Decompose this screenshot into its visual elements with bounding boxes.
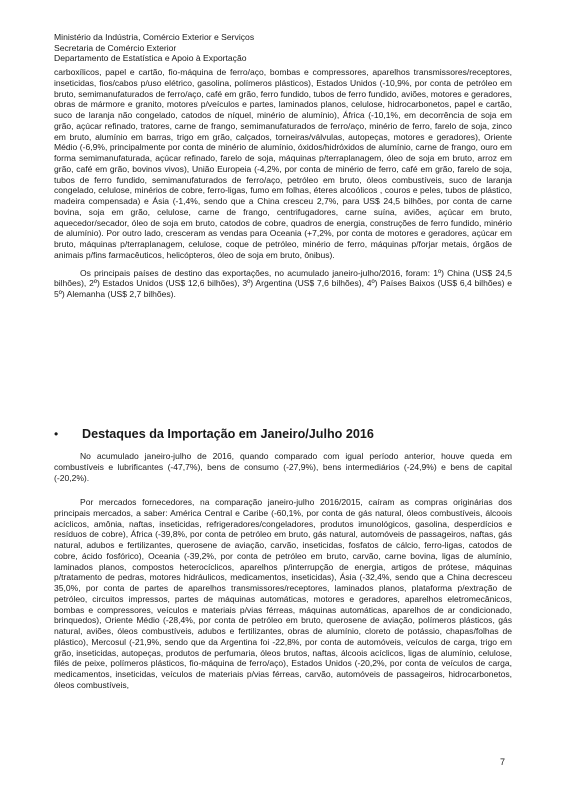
header-ministry: Ministério da Indústria, Comércio Exterior e Serviços: [54, 32, 255, 42]
page-number: 7: [500, 757, 506, 767]
import-suppliers-paragraph: Por mercados fornecedores, na comparação janeiro-julho 2016/2015, caíram as compras originárias dos principais mercados, a saber: América Central e Caribe (-60,1%, por conta de gás natural, óleos combustíveis, álcoois acíclicos, amônia, naftas, inseticidas, refrigeradores/congeladores, produtos imunológicos, gasolina, desperdícios e resíduos de cobre), África (-39,8%, por conta de petróleo em bruto, gás natural, automóveis de passageiros, naftas, gás natural, adubos e fertilizantes, querosene de aviação, carvão, inseticidas, fosfatos de cálcio, ferro-ligas, catodos de cobre, ácido fosfórico), Oceania (-39,2%, por conta de petróleo em bruto, carvão, carne bovina, ligas de alumínio, laminados planos, compostos heterocíclicos, aparelhos p/interrupção de energia, artigos de prótese, máquinas p/tratamento de pedras, motores hidráulicos, medicamentos, inseticidas), Ásia (-32,4%, sendo que a China decresceu 35,0%, por conta de partes de aparelhos transmissores/receptores, laminados planos, plataforma p/extração de petróleo, circuitos impressos, partes de máquinas automáticas, motores e geradores, aparelhos eletromecânicos, bombas e compressores, veículos e materiais p/vias férreas, máquinas automáticas, aparelhos de ar condicionado, brinquedos), Oriente Médio (-28,4%, por conta de petróleo em bruto, querosene de aviação, polímeros plásticos, gás natural, aviões, óleos combustíveis, adubos e fertilizantes, obras de alumínio, cloreto de potássio, chapas/folhas de plástico), Mercosul (-21,9%, sendo que da Argentina foi -22,8%, por conta de automóveis, veículos de carga, trigo em grão, inseticidas, autopeças, produtos de perfumaria, óleos brutos, naftas, álcoois acíclicos, ligas de alumínio, celulose, filés de peixe, polímeros plásticos, fio-máquina de ferro/aço), Estados Unidos (-20,2%, por conta de veículos de carga, medicamentos, inseticidas, veículos de materiais p/vias férreas, carvão, automóveis de passageiros, hidrocarbonetos, óleos combustíveis,: [54, 497, 512, 690]
header-secretariat: Secretaria de Comércio Exterior: [54, 42, 177, 53]
import-suppliers: [54, 497, 512, 691]
import-summary-paragraph: No acumulado janeiro-julho de 2016, quando comparado com igual período anterior, houve queda em combustíveis e lubrificantes (-47,7%), bens de consumo (-27,9%), bens intermediários (-24,9%) e bens de capital (-20,2%).: [54, 451, 512, 483]
export-destinations-paragraph: Os principais países de destino das exportações, no acumulado janeiro-julho/2016, foram: 1º) China (US$ 24,5 bilhões), 2º) Estados Unidos (US$ 12,6 bilhões), 3º) Argentina (US$ 7,6 bilhões), 4º) Países Baixos (US$ 6,4 bilhões) e 5º) Alemanha (US$ 2,7 bilhões).: [54, 267, 512, 299]
bullet-icon: •: [54, 427, 59, 441]
section-title: Destaques da Importação em Janeiro/Julho 2016: [82, 427, 374, 441]
header-department: Departamento de Estatística e Apoio à Exportação: [54, 53, 247, 64]
export-regions-paragraph: carboxílicos, papel e cartão, fio-máquina de ferro/aço, bombas e compressores, aparelhos transmissores/receptores, inseticidas, fios/cabos p/uso elétrico, gasolina, polímeros plásticos), Estados Unidos (-10,9%, por conta de petróleo em bruto, semimanufaturados de ferro/aço, café em grão, ferro fundido, tubos de ferro fundido, aviões, motores e geradores, obras de mármore e granito, motores p/veículos e partes, laminados planos, celulose, hidrocarbonetos, papel e cartão, suco de laranja não congelado, catodos de níquel, minério de alumínio), África (-10,1%, em decorrência de soja em grão, açúcar refinado, tratores, carne de frango, semimanufaturados de ferro/aço, minério de ferro, farelo de soja, zinco em bruto, alumínio em barras, trigo em grão, calçados, torneiras/válvulas, autopeças, motores e geradores), Oriente Médio (-6,9%, principalmente por conta de minério de alumínio, óxidos/hidróxidos de alumínio, carne de frango, ouro em forma semimanufaturada, açúcar refinado, farelo de soja, máquinas p/terraplanagem, óleo de soja em bruto, arroz em grão, café em grão, bovinos vivos), União Europeia (-4,2%, por conta de minério de ferro, café em grão, farelo de soja, tubos de ferro fundido, semimanufaturados de ferro/aço, petróleo em bruto, óleos combustíveis, suco de laranja congelado, celulose, minérios de cobre, ferro-ligas, fumo em folhas, éteres alcoólicos , couros e peles, tubos de plástico, madeira compensada) e Ásia (-1,4%, sendo que a China cresceu 2,7%, para US$ 24,5 bilhões, por conta de carne bovina, soja em grão, celulose, carne de frango, centrifugadores, carne suína, aviões, açúcar em bruto, aquecedor/secador, óleo de soja em bruto, catodos de cobre, quadros de energia, construções de ferro fundido, minério de alumínio). Por outro lado, cresceram as vendas para Oceania (+7,2%, por conta de motores e geradores, açúcar em bruto, máquinas p/terraplanagem, celulose, coque de petróleo, minério de ferro, máquinas p/forjar metais, órgãos de animais p/fins farmacêuticos, helicópteros, óleo de soja em bruto, ônibus).: [54, 67, 512, 260]
import-section-heading: [54, 427, 374, 441]
import-summary: [54, 451, 512, 483]
document-header: [54, 32, 254, 64]
export-section: [54, 67, 512, 300]
